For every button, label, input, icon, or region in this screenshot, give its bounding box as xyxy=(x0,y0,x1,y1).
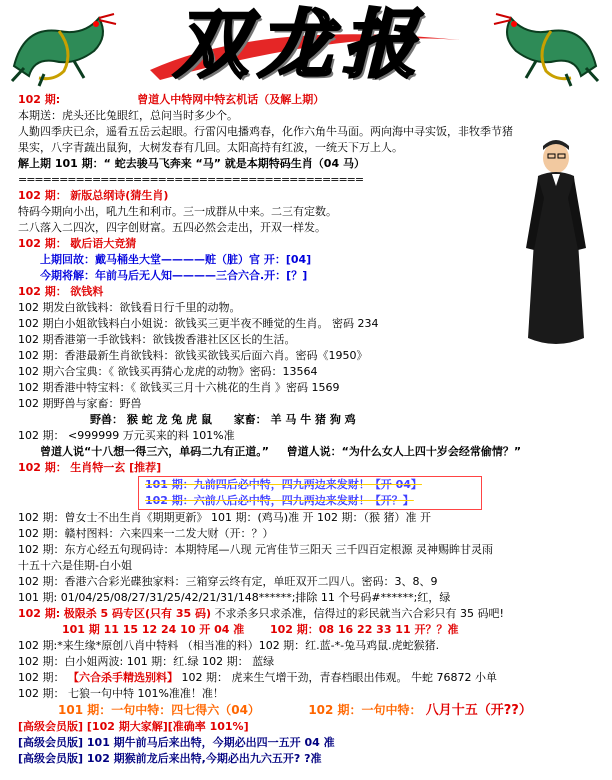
dragon-left-icon xyxy=(4,6,134,88)
s8-line-3: [高级会员版] 102 期猴前龙后来出特,今期必出九六五开? ?准 xyxy=(18,752,322,765)
s3-header-line xyxy=(18,236,594,252)
content-area xyxy=(18,92,594,767)
s2-line-1: 特码今期向小出，吼九生和利市。三一成群从中来。二三有定数。 xyxy=(18,205,337,218)
s6-item-4: 102 期：香港六合彩光碟独家料：三箱穿云终有定，单旺双开二四八。密码：3、8、9 xyxy=(18,575,438,588)
s6-item-2: 102 期：东方心经五句现码诗：本期特尾—八现 元宵佳节三阳天 三千四百定根源 灵神赐眸甘灵雨 xyxy=(18,543,493,556)
ban-101: 101 期 11 15 12 24 10 开 04 准 xyxy=(62,623,245,636)
s1-headline: 曾道人中特网中特玄机话（及解上期） xyxy=(137,93,325,106)
s1-line-2: 人勤四季庆已余，遥看五岳云起眼。行雷闪电播鸡春，化作六角牛马面。两向海中寻实饭，非牧季节猪 xyxy=(18,125,513,138)
s6-ban-results xyxy=(18,622,594,638)
ban-title: 极限杀 5 码专区(只有 35 码) xyxy=(63,607,212,620)
page-title: 双龙报 xyxy=(174,2,426,88)
s1-line-4 xyxy=(18,156,594,172)
period-label: 102 期： xyxy=(18,461,67,474)
s6-combo-line xyxy=(18,670,594,686)
s7-line xyxy=(18,702,594,719)
s4-item-4: 102 期六合宝典：《 欲钱买再猜心龙虎的动物》密码：13564 xyxy=(18,365,318,378)
s4-beasts-line xyxy=(18,412,594,428)
s6-item-0: 102 期：曾女士不出生肖《期期更新》 101 期：(鸡马)准 开 102 期：（猴 猪）准 开 xyxy=(18,511,432,524)
period-label: 102 期： xyxy=(18,237,67,250)
s1-line-4-text: 101 期：“ 蛇去骏马飞奔来 “马” 就是本期特码生肖（04 马） xyxy=(54,157,365,170)
s2-header-line xyxy=(18,188,594,204)
s1-header-line xyxy=(18,92,594,108)
period-label: 102 期： xyxy=(18,285,67,298)
s5-header-line xyxy=(18,460,594,476)
s7-a: 101 期：一句中特：四七得六（04） xyxy=(58,703,260,717)
s2-title: 新版总纲诗(猜生肖) xyxy=(70,189,169,202)
s7-b-value: 八月十五（开??） xyxy=(425,703,532,718)
s6-item-5: 101 期: 01/04/25/08/27/31/25/42/21/31/148******;排除 11 个号码#******;红，绿 xyxy=(18,591,451,604)
poultry-label: 家畜： xyxy=(233,413,267,426)
s4-title: 欲钱料 xyxy=(70,285,104,298)
combo-title: 【六合杀手精选别料】 xyxy=(68,671,178,684)
s4-header-line xyxy=(18,284,594,300)
s4-item-2: 102 期香港第一手欲钱料：欲钱拨香港社区区长的生活。 xyxy=(18,333,296,346)
s4-item-0: 102 期发白欲钱料：欲钱看日行千里的动物。 xyxy=(18,301,241,314)
s1-line-3: 果实，八字青蔬出鼠狗，大树发春有几回。太阳高持有红波，一统天下万上人。 xyxy=(18,141,403,154)
s2-line-2: 二八落入二四次，四字创财富。五四必然会走出，开双一样发。 xyxy=(18,221,326,234)
s8-line-2: [高级会员版] 101 期牛前马后来出特，今期必出四一五开 04 准 xyxy=(18,736,335,749)
ban-102: 102 期：08 16 22 33 11 开？？准 xyxy=(269,623,459,636)
cheat-line-1: 101 期：九前四后必中特，四九两边来发财！【开 04】 xyxy=(145,478,422,491)
s3-title: 歇后语大竞猜 xyxy=(70,237,137,250)
beasts-label: 野兽： xyxy=(90,413,123,426)
s6-ban-line xyxy=(18,606,594,622)
s4-item-3: 102 期：香港最新生肖欲钱料：欲钱买欲钱买后面六肖。密码《1950》 xyxy=(18,349,368,362)
separator: ========================================== xyxy=(18,173,364,186)
s6-item-3: 十五十六是佳期-白小姐 xyxy=(18,559,132,572)
cheat-box xyxy=(138,476,482,510)
header-banner xyxy=(0,0,612,95)
beasts-value: 猴 蛇 龙 兔 虎 鼠 xyxy=(126,413,212,426)
period-label: 102 期： xyxy=(18,189,67,202)
s8-line-1: [高级会员版] [102 期大家解][准确率 101%] xyxy=(18,720,249,733)
s4-line-9 xyxy=(18,444,594,460)
dragon-right-icon xyxy=(476,6,606,88)
period-label: 102 期: xyxy=(18,607,61,620)
s7-b-label: 102 期：一句中特： xyxy=(308,703,422,717)
s4-item-1: 102 期白小姐欲钱料白小姐说：欲钱买三更半夜不睡觉的生肖。 密码 234 xyxy=(18,317,379,330)
ban-text: 不求杀多只求杀准，信得过的彩民就当六合彩只有 35 码吧! xyxy=(214,607,504,620)
s3-line-1: 上期回故：戴马桶坐大堂————赃（脏）官 开：[04] xyxy=(40,253,312,266)
s3-line-2: 今期将解：年前马后无人知————三合六合.开：[？] xyxy=(40,269,308,282)
period-label: 102 期: xyxy=(18,93,61,106)
combo-text: 102 期： 虎来生气增干劲，青春档眼出伟观。 牛蛇 76872 小单 xyxy=(181,671,497,684)
s4-quote-a: 曾道人说“十八想一得三六，单码二九有正道。” xyxy=(40,445,269,458)
poultry-value: 羊 马 牛 猪 狗 鸡 xyxy=(270,413,356,426)
s6-more-1: 102 期：白小姐两波: 101 期：红.绿 102 期： 蓝绿 xyxy=(18,655,275,668)
s4-line-8: 102 期： <999999 万元买来的料 101%准 xyxy=(18,429,235,442)
s6-item-1: 102 期：赣村图料：六来四来一二发大财（开：？） xyxy=(18,527,274,540)
s1-line-1: 本期送：虎头还比兔眼红，总问当时多少个。 xyxy=(18,109,238,122)
s4-item-5: 102 期香港中特宝料：《 欲钱买三月十六桃花的生肖 》密码 1569 xyxy=(18,381,340,394)
s6-seven-line: 102 期： 七狼一句中特 101%准准！准！ xyxy=(18,687,224,700)
s1-line-4-label: 解上期 xyxy=(18,157,51,170)
period-label: 102 期： xyxy=(18,671,65,684)
s4-item-6: 102 期野兽与家畜：野兽 xyxy=(18,397,142,410)
cheat-line-2: 102 期：六前八后必中特，四九两边来发财！【开？】 xyxy=(145,494,414,507)
s5-title: 生肖特一玄 [推荐] xyxy=(70,461,162,474)
s6-more-0: 102 期:*来生缘*原创八肖中特料 （相当准的料）102 期：红.蓝-*-兔马鸡鼠.虎蛇猴猪. xyxy=(18,639,440,652)
s4-quote-b: 曾道人说：“为什么女人上四十岁会经常偷情？” xyxy=(286,445,522,458)
